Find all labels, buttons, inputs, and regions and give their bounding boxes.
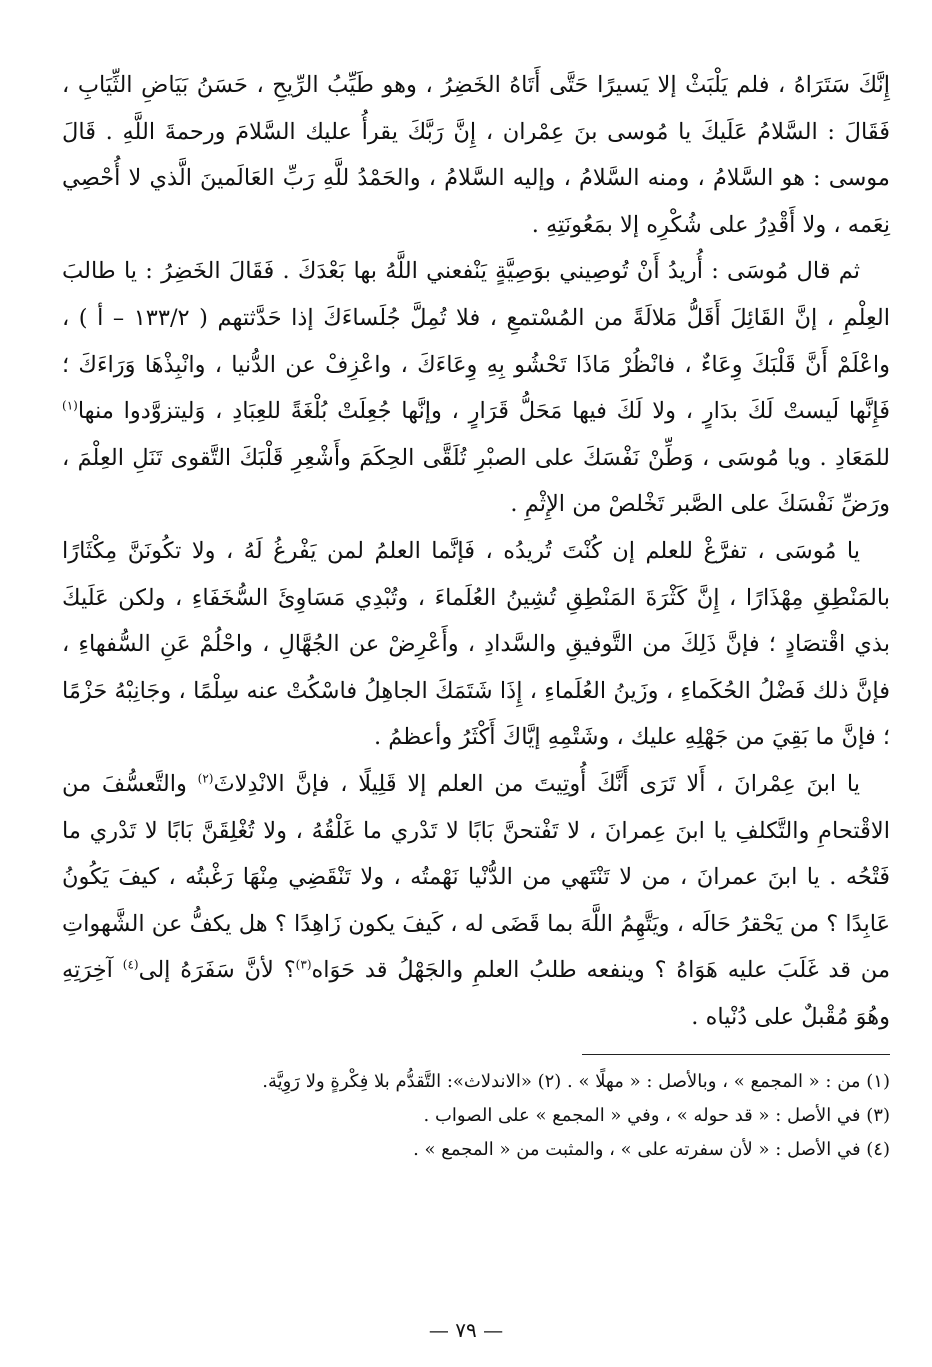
footnote-divider <box>582 1054 890 1055</box>
paragraph-4-text: يا ابنَ عِمْرانَ ، أَلا تَرَى أَنَّكَ أُوتِيتَ من العلم إلا قَلِيلًا ، فإنَّ الانْدِلاثَ <box>213 770 861 797</box>
footnote-ref-4: (٤) <box>122 957 139 972</box>
footnote-ref-1: (١) <box>62 398 78 413</box>
page-number: — ٧٩ — <box>428 1318 504 1342</box>
paragraph-2 <box>62 248 890 528</box>
footnote-4: (٤) في الأصل : « لأن سفرته على » ، والمثبت من « المجمع » . <box>413 1139 890 1161</box>
footnote-3: (٣) في الأصل : « قد حوله » ، وفي « المجمع » على الصواب . <box>423 1105 890 1127</box>
footnotes <box>62 1065 890 1167</box>
paragraph-2-text-cont: للمَعَادِ . ويا مُوسَى ، وَطِّنْ نَفْسَكَ على الصبْرِ تُلَقَّى الحِكَمَ وأَشْعِرِ قَلْبَكَ التَّقوى تَنَلِ العِلْمَ ، ورَضِّ نَفْسَكَ على الصَّبر تَخْلصْ من الإِثْمِ . <box>62 444 890 518</box>
paragraph-2-text: ثم قال مُوسَى : أُريدُ أَنْ تُوصِيني بوَصِيَّةٍ يَنْفعني اللَّهُ بها بَعْدَكَ . فَقَالَ الخَضِرُ : يا طالبَ العِلْمِ ، إنَّ القَائِلَ أَقَلُّ مَلالَةً من المُسْتمعِ ، فلا تُمِلَّ جُلَساءَكَ إذا حَدَّثتهم ( ١٣٣/٢ – أ ) ، واعْلَمْ أَنَّ قَلْبَكَ وِعَاءٌ ، فانْظُرْ مَاذَا تَحْشُو بِهِ وِعَاءَكَ ، واعْزِفْ عن الدُّنيا ، وانْبِذْهَا وَرَاءَكَ ؛ فَإِنَّها لَيستْ لَكَ بدَارٍ ، ولا لَكَ فيها مَحَلُّ قَرَارٍ ، وإنَّها جُعِلَتْ بُلْغَةً للعِبَادِ ، وَليتزوَّدوا منها <box>62 258 890 425</box>
paragraph-1 <box>62 62 890 248</box>
paragraph-4 <box>62 761 890 1041</box>
paragraph-4-text-end: آخِرَتِهِ وهُوَ مُقْبلٌ على دُنْياه . <box>62 957 890 1030</box>
paragraph-1-text: إِنَّكَ سَتَرَاهُ ، فلم يَلْبَثْ إلا يَسيرًا حَتَّى أَتَاهُ الخَضِرُ ، وهو طَيِّبُ الرِّيحِ ، حَسَنُ بَيَاضِ الثِّيَابِ ، فَقَالَ : السَّلامُ عَلَيكَ يا مُوسى بنَ عِمْران ، إِنَّ رَبَّكَ يقرأُ عليك السَّلامَ ورحمةَ اللَّهِ . قَالَ موسى : هو السَّلامُ ، ومنه السَّلامُ ، وإليه السَّلامُ ، والحَمْدُ للَّهِ رَبِّ العَالَمينَ الَّذي لا أُحْصِي نِعَمه ، ولا أَقْدِرُ على شُكْرِه إلا بمَعُونَتِهِ . <box>62 72 890 238</box>
footnote-ref-3: (٣) <box>295 957 312 972</box>
paragraph-3-text: يا مُوسَى ، تفرَّغْ للعلم إن كُنْتَ تُريدُه ، فَإنَّما العلمُ لمن يَفْرغُ لَهُ ، ولا تكُونَنَّ مِكْثَارًا بالمَنْطِقِ مِهْذَارًا ، إِنَّ كَثْرَةَ المَنْطِقِ تُشِينُ العُلَماءَ ، وتُبْدِي مَسَاوِئَ السُّخَفَاءِ ، ولكن عَلَيكَ بذي اقْتصَادٍ ؛ فإنَّ ذَلِكَ من التَّوفيقِ والسَّدادِ ، وأَعْرِضْ عن الجُهَّالِ ، واحْلُمْ عَنِ السُّفهاءِ ، فإنَّ ذلك فَضْلُ الحُكَماءِ ، وزَينُ العُلَماءِ ، إِذَا شَتَمَكَ الجاهِلُ فاسْكُتْ عنه سِلْمًا ، وجَانِبْهُ حَزْمًا ؛ فإنَّ ما بَقِيَ من جَهْلِهِ عليك ، وشَتْمِهِ إيَّاكَ أَكْثَرُ وأعظمُ . <box>62 537 890 751</box>
footnote-1-2: (١) من : « المجمع » ، وبالأصل : « مهلًا » . (٢) «الاندلاث»: التَّقدُّم بلا فِكْرةٍ ولا رَوِيَّة. <box>262 1071 890 1093</box>
paragraph-4-text-cont-2: ؟ لأنَّ سَفَرَهُ إلى <box>138 957 296 984</box>
paragraph-4-text-cont: والتَّعسُّفَ من الاقْتحامِ والتَّكلفِ يا ابنَ عِمرانَ ، لا تَفْتحنَّ بَابًا لا تَدْري ما غَلْقُهُ ، ولا تُغْلِقَنَّ بَابًا لا تَدْري ما فَتْحُه . يا ابنَ عمرانَ ، من لا تَنْتَهي من الدُّنْيا نَهْمتُه ، ولا تَنْقَضِي مِنْهَا رَغْبتُه ، كيفَ يَكُونُ عَابِدًا ؟ من يَحْقرُ حَالَه ، ويَتَّهِمُ اللَّهَ بما قَضَى له ، كَيفَ يكون زَاهِدًا ؟ هل يكفُّ عن الشَّهواتِ من قد غَلَبَ عليه هَوَاهُ ؟ وينفعه طلبُ العلمِ والجَهْلُ قد حَوَاه <box>62 770 890 984</box>
main-text <box>62 62 890 1040</box>
paragraph-3 <box>62 528 890 761</box>
footnote-ref-2: (٢) <box>197 771 214 786</box>
